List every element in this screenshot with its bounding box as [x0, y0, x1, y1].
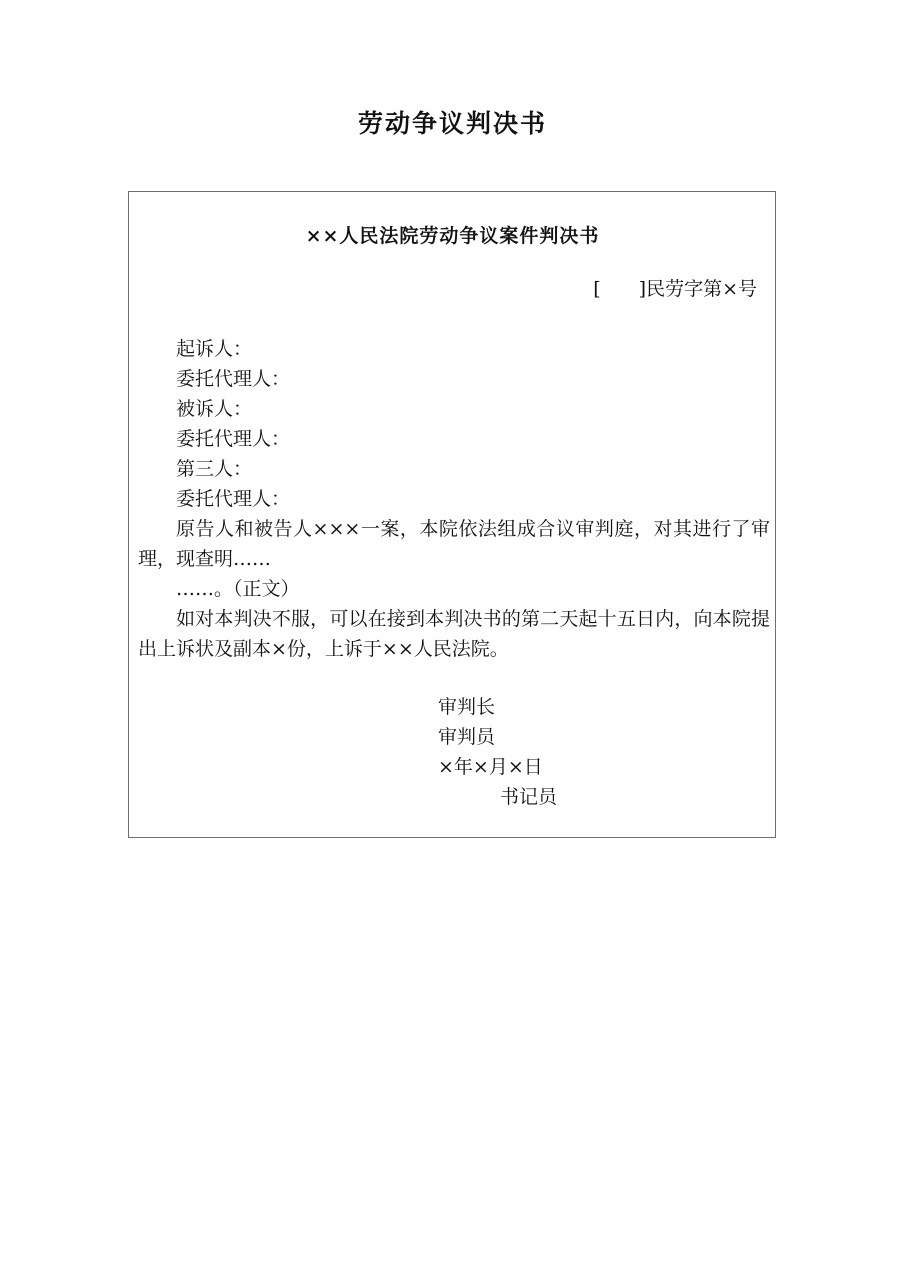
- body-paragraph-facts: 原告人和被告人×××一案，本院依法组成合议审判庭，对其进行了审理，现查明……: [138, 518, 770, 570]
- judgment-date: ×年×月×日: [438, 756, 543, 778]
- judgment-heading: ××人民法院劳动争议案件判决书: [305, 225, 600, 247]
- party-plaintiff-agent: 委托代理人：: [176, 368, 291, 390]
- party-defendant: 被诉人：: [176, 398, 253, 420]
- party-third: 第三人：: [176, 458, 253, 480]
- judge: 审判员: [438, 726, 496, 748]
- case-number: [ ]民劳字第×号: [593, 278, 757, 300]
- clerk: 书记员: [500, 786, 558, 808]
- presiding-judge: 审判长: [438, 696, 496, 718]
- party-plaintiff: 起诉人：: [176, 338, 253, 360]
- judgment-body: [138, 334, 770, 664]
- body-paragraph-appeal: 如对本判决不服，可以在接到本判决书的第二天起十五日内，向本院提出上诉状及副本×份，上诉于××人民法院。: [138, 608, 770, 660]
- party-defendant-agent: 委托代理人：: [176, 428, 291, 450]
- signature-block: [438, 692, 557, 812]
- body-paragraph-main-text: ……。（正文）: [176, 578, 300, 600]
- page-title: 劳动争议判决书: [357, 109, 547, 138]
- party-third-agent: 委托代理人：: [176, 488, 291, 510]
